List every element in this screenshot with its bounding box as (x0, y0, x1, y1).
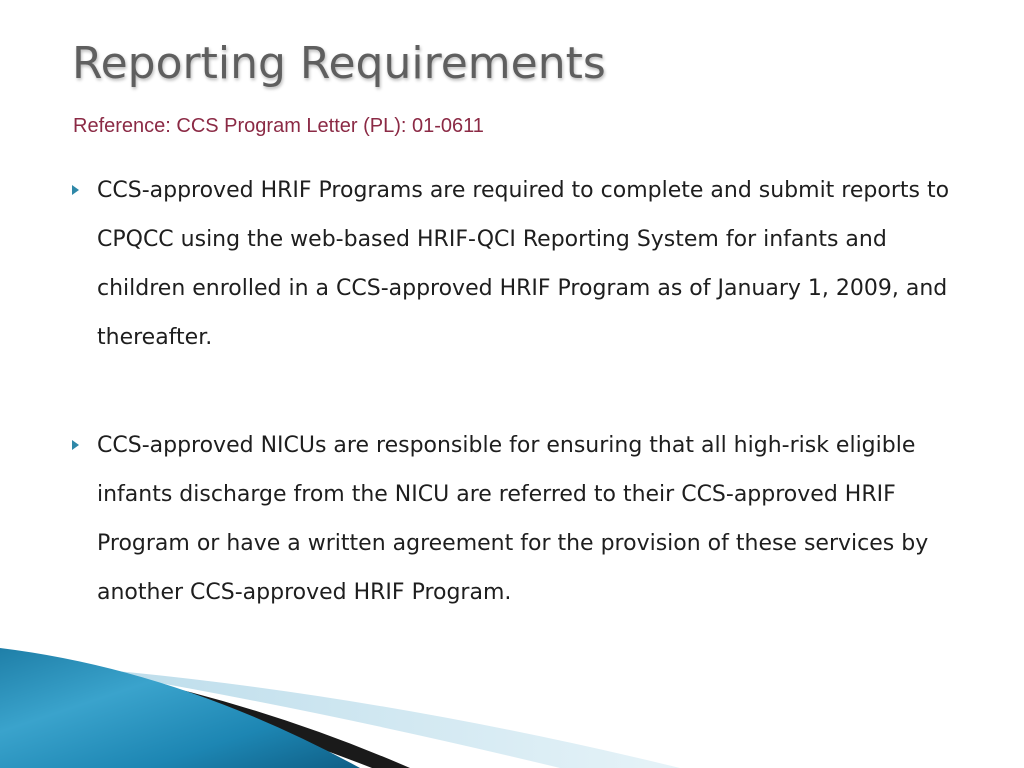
bullet-text: CCS-approved NICUs are responsible for ensuring that all high-risk eligible infants discharge from the NICU are referred to their CCS-approved HRIF Program or have a written agreement for the provision of these services by another CCS-approved HRIF Program. (97, 433, 929, 605)
slide-subtitle: Reference: CCS Program Letter (PL): 01-0611 (73, 115, 484, 137)
slide-title: Reporting Requirements (72, 38, 606, 89)
bullet-text: CCS-approved HRIF Programs are required to complete and submit reports to CPQCC using the web-based HRIF-QCI Reporting System for infants and children enrolled in a CCS-approved HRIF Program as of January 1, 2009, and thereafter. (97, 178, 950, 350)
